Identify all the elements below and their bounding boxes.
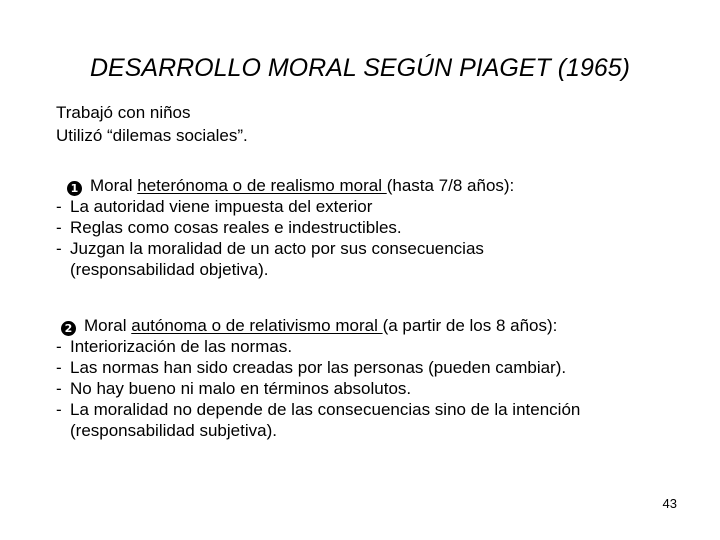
list-item-text: Reglas como cosas reales e indestructibles.: [70, 218, 402, 237]
heading-underlined-term: heterónoma o de realismo moral: [137, 176, 387, 195]
list-item-continuation: (responsabilidad subjetiva).: [70, 421, 277, 440]
list-item: [56, 238, 696, 259]
list-item-text: Interiorización de las normas.: [70, 337, 293, 356]
list-item-text: Las normas han sido creadas por las personas (pueden cambiar).: [70, 358, 567, 377]
list-item-continuation: (responsabilidad objetiva).: [70, 260, 269, 279]
dash-bullet: -: [56, 379, 62, 398]
heading-prefix: Moral: [84, 316, 132, 335]
list-item: [56, 336, 696, 357]
number-two-marker-icon: 2: [61, 321, 76, 336]
section-heading: [56, 315, 696, 336]
number-one-marker-icon: 1: [67, 181, 82, 196]
list-item: [56, 196, 696, 217]
dash-bullet: -: [56, 197, 62, 216]
dash-bullet: -: [56, 400, 62, 419]
heading-suffix: (a partir de los 8 años):: [382, 316, 558, 335]
dash-bullet: -: [56, 218, 62, 237]
intro-line: Trabajó con niños: [56, 103, 191, 122]
dash-bullet: -: [56, 358, 62, 377]
section-heading: [56, 175, 696, 196]
dash-bullet: -: [56, 239, 62, 258]
list-item: [56, 378, 696, 399]
list-item: [56, 357, 696, 378]
heading-suffix: (hasta 7/8 años):: [386, 176, 515, 195]
heading-underlined-term: autónoma o de relativismo moral: [131, 316, 383, 335]
list-item-text: La autoridad viene impuesta del exterior: [70, 197, 373, 216]
list-item-text: No hay bueno ni malo en términos absolutos.: [70, 379, 412, 398]
intro-line: Utilizó “dilemas sociales”.: [56, 126, 248, 145]
intro-block: [56, 101, 248, 147]
list-item: [56, 217, 696, 238]
list-item: [56, 399, 696, 420]
heading-prefix: Moral: [90, 176, 138, 195]
list-item-text: La moralidad no depende de las consecuencias sino de la intención: [70, 400, 581, 419]
section-heteronomous-morality: [56, 175, 696, 280]
dash-bullet: -: [56, 337, 62, 356]
list-item-text: Juzgan la moralidad de un acto por sus consecuencias: [70, 239, 484, 258]
section-autonomous-morality: [56, 315, 696, 441]
page-number: 43: [662, 496, 677, 511]
slide-title: DESARROLLO MORAL SEGÚN PIAGET (1965): [90, 54, 630, 82]
